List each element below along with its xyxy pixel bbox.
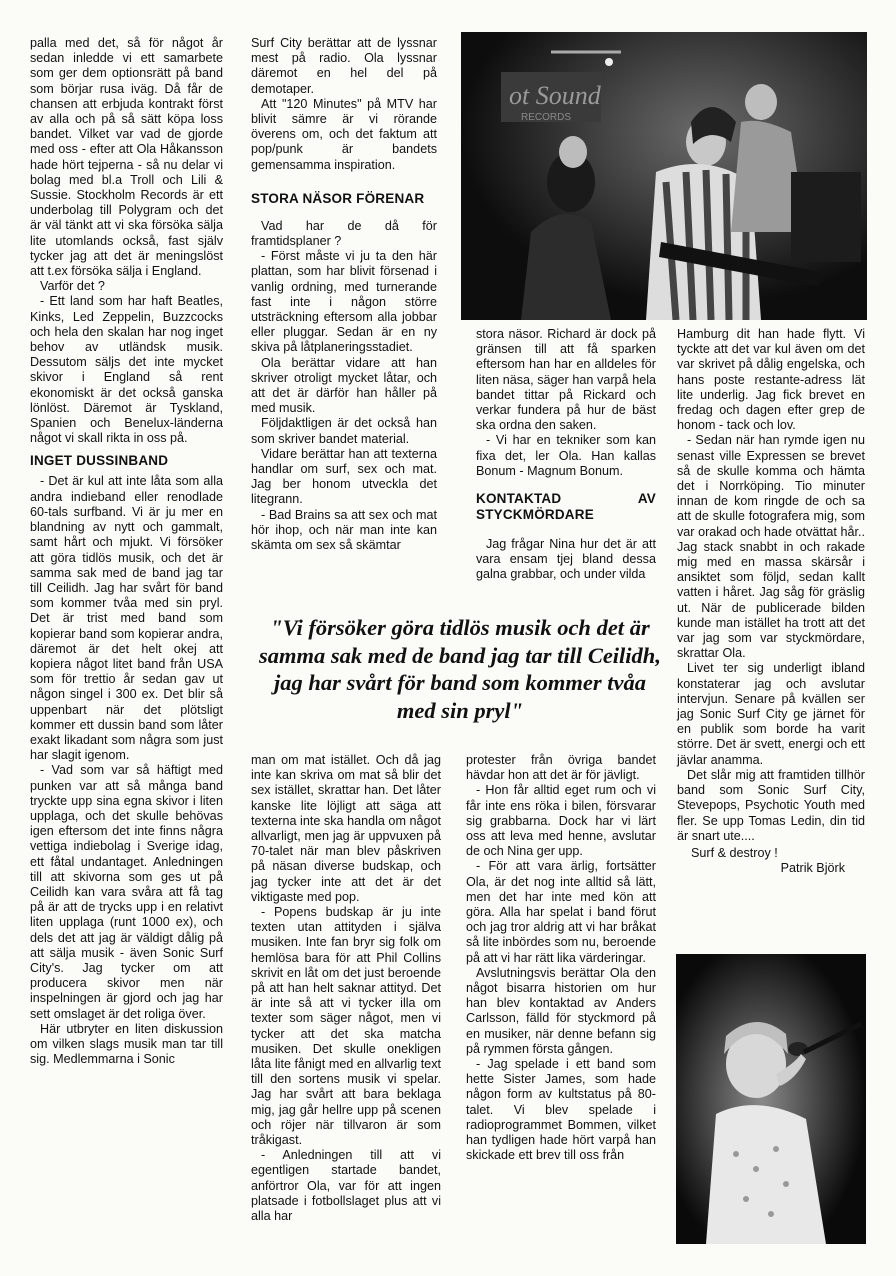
paragraph: protester från övriga bandet hävdar hon att det är för jävligt. <box>466 753 656 783</box>
paragraph: - Vi har en tekniker som kan fixa det, ler Ola. Han kallas Bonum - Magnum Bonum. <box>476 433 656 478</box>
paragraph: - Ett land som har haft Beatles, Kinks, Led Zeppelin, Buzzcocks och hela den skalan har nog inget behov av utländsk musik. Dessutom säljs det inte mycket skivor i England så rent ekonomiskt är det också ganska lönlöst. Däremot är Tyskland, Spanien och Benelux-länderna något vi skall rikta in oss på. <box>30 294 223 446</box>
paragraph: Varför det ? <box>40 279 105 294</box>
band-on-stage-image <box>461 32 867 320</box>
article-column-2-top <box>251 36 437 553</box>
svg-text:RECORDS: RECORDS <box>521 112 572 123</box>
paragraph: Avslutningsvis berättar Ola den något bisarra historien om hur han blev kontaktad av Anders Carlsson, fälld för styckmord på en musiker, när denne befann sig på rymmen första gången. <box>466 965 656 1056</box>
pull-quote: "Vi försöker göra tidlös musik och det är samma sak med de band jag tar till Ceilidh, jag har svårt för band som kommer tvåa med sin pryl" <box>259 615 661 723</box>
paragraph: Att "120 Minutes" på MTV har blivit sämre är vi rörande överens om, och det faktum att pop/punk är bandets gemensamma inspiration. <box>251 96 437 172</box>
paragraph: - Det är kul att inte låta som alla andra indieband eller renodlade 60-tals surfband. Vi är ju mer en blandning av nytt och gammalt, samt hårt och mjukt. Vi försöker att göra tidlös musik, och det är samma sak med de band jag tar till Ceilidh. Jag har svårt för band som kommer tvåa med sin pryl. Det är trist med band som kopierar band som kopierar andra, däremot är det helt okej att kopiera något litet band från USA som för trettio år sedan gav ut någon singel i 300 ex. Det blir så uppenbart när det plötsligt kommer ett dussin band som låter exakt likadant som några som just har slagit igenom. <box>30 474 223 763</box>
paragraph: Vad har de då för framtidsplaner ? <box>251 218 437 249</box>
article-column-3-bottom <box>466 753 656 1163</box>
section-heading: INGET DUSSINBAND <box>30 453 169 469</box>
singer-photo <box>676 954 866 1244</box>
article-column-3-top <box>476 327 656 583</box>
sign-off: Surf & destroy ! <box>691 845 778 860</box>
article-column-1 <box>30 36 223 1067</box>
paragraph: Jag frågar Nina hur det är att vara ensam tjej bland dessa galna grabbar, och under vilda <box>476 537 656 582</box>
paragraph: - Först måste vi ju ta den här plattan, som har blivit försenad i vanlig ordning, med turnerande fast inte i någon större utsträckning eftersom alla jobbar eller pluggar. Sedan är en ny skiva på låtplaneringsstadiet. <box>251 249 437 355</box>
paragraph: - Hon får alltid eget rum och vi får inte ens röka i bilen, försvarar sig grabbarna. Dock har vi lärt oss att leva med henne, avslutar de och Nina ger upp. <box>466 783 656 859</box>
paragraph: Hamburg dit han hade flytt. Vi tyckte att det var kul även om det var skrivet på dålig engelska, och hans poste restante-adress lät lite underlig. Jag fick brevet en fredag och dagen efter grep de honom - tack och lov. <box>677 327 865 433</box>
paragraph: - Popens budskap är ju inte texten utan attityden i själva musiken. Inte fan bryr sig folk om hemlösa bara för att Phil Collins skrivit en låt om det just beroende på att han helt saknar attityd. Det är inte så att vi tycker illa om texter som säger något, men vi tycker att det ska matcha musiken. Det skulle onekligen låta lite fånigt med en allvarlig text till den sortens musik vi spelar. Jag har svårt att bara beklaga mig, jag går hellre upp på scenen och röjer när tillvaron är som tråkigast. <box>251 905 441 1148</box>
paragraph: Här utbryter en liten diskussion om vilken slags musik man tar till sig. Medlemmarna i Sonic <box>30 1021 223 1067</box>
paragraph: Ola berättar vidare att han skriver otroligt mycket låtar, och att det är därför han håller på med musik. <box>251 355 437 416</box>
section-heading: KONTAKTAD AV STYCKMÖRDARE <box>476 491 656 523</box>
paragraph: - Anledningen till att vi egentligen startade bandet, anförtror Ola, var för att ingen platsade i fotbollslaget plus att vi alla har <box>251 1148 441 1224</box>
paragraph: - För att vara ärlig, fortsätter Ola, är det nog inte alltid så lätt, men det har inte med kön att göra. Alla har spelat i band förut och jag tror aldrig att vi har bråkat så lite inbördes som nu, beroende på att vi har rätt lika värderingar. <box>466 859 656 965</box>
singer-at-microphone-image <box>676 954 866 1244</box>
paragraph: - Jag spelade i ett band som hette Sister James, som hade någon form av kultstatus på 80-talet. Vi blev spelade i radioprogrammet Bommen, vilket han tydligen hade hört varpå han skickade ett brev till oss från <box>466 1057 656 1163</box>
section-heading: STORA NÄSOR FÖRENAR <box>251 190 425 206</box>
article-column-4-top <box>677 327 865 876</box>
paragraph: Det slår mig att framtiden tillhör band som Sonic Surf City, Stevepops, Psychotic Youth med fler. Se upp Tomas Ledin, din tid är snart ute.... <box>677 767 865 843</box>
paragraph: Surf City berättar att de lyssnar mest på radio. Ola lyssnar däremot en hel del på demotaper. <box>251 36 437 96</box>
paragraph: Följdaktligen är det också han som skriver bandet material. <box>251 416 437 446</box>
paragraph: stora näsor. Richard är dock på gränsen till att få sparken eftersom han har en alldeles för liten näsa, säger han varpå hela bandet tittar på Rickard och verkar fundera på hur de bäst ska ordna den saken. <box>476 327 656 433</box>
paragraph: man om mat istället. Och då jag inte kan skriva om mat så blir det sex istället, skrattar han. Det låter kanske lite löjligt att säga att texterna inte ska handla om något allvarligt, men jag är uppvuxen på 70-talet när man blev påskriven på näsan diverse budskap, och jag tycker inte att det är det viktigaste med pop. <box>251 753 441 904</box>
paragraph: - Sedan när han rymde igen nu senast ville Expressen se brevet så de skulle komma och hämta det i Norrköping. Tio minuter innan de kom ringde de och sa att de skulle fotografera mig, som var orakad och hade otvättat hår.. Jag stack snabbt in och rakade mig med en massa skärsår i ansiktet som följd, sedan kallt vatten i håret. Jag såg för gräslig ut. När de publicerade bilden kunde man istället ha trott att det var jag som var styckmördare, skrattar Ola. <box>677 433 865 661</box>
paragraph: palla med det, så för något år sedan inledde vi ett samarbete som ger dem optionsrätt på band som börjar rusa iväg. Då får de chansen att erbjuda kontrakt först av alla och på så sätt köpa loss bandet. Vilket var vad de gjorde med oss - efter att Ola Håkansson hade hört tejperna - så nu delar vi bolag med bl.a Troll och Lili & Sussie. Stockholm Records är ett underbolag till Polygram och det är väl tänkt att vi ska försöka sälja lite utomlands också, fast själv tycker jag att det är meningslöst att t.ex försöka sälja i England. <box>30 36 223 279</box>
paragraph: Livet ter sig underligt ibland konstaterar jag och avslutar intervjun. Senare på kvällen ser jag Sonic Surf City ge järnet för en publik som borde ha varit större. Det är svett, energi och ett jävlar anamma. <box>677 661 865 767</box>
byline: Patrik Björk <box>780 861 845 876</box>
paragraph: - Bad Brains sa att sex och mat hör ihop, och när man inte kan skämta om sex så skämtar <box>251 507 437 553</box>
paragraph: - Vad som var så häftigt med punken var att så många band tryckte upp sina egna skivor i liten upplaga, och det skulle behövas igen eftersom det inte finns några vettiga indiebolag i Sverige idag, ett fåtal undantaget. Anledningen till att skivorna som ges ut på Ceilidh kan vara svåra att få tag på är att de trycks upp i en relativt liten upplaga (runt 1000 ex), och dels det att jag är väldigt dålig på att sälja musik - även Sonic Surf City's. Jag tycker om att producera skivor men när inspelningen är gjord och jag har sett omslaget är det roliga över. <box>30 763 223 1021</box>
article-column-2-bottom <box>251 753 441 1224</box>
band-photo <box>461 32 867 320</box>
paragraph: Vidare berättar han att texterna handlar om surf, sex och mat. Jag ber honom utveckla det litegrann. <box>251 446 437 507</box>
svg-text:ot Sound: ot Sound <box>509 81 601 110</box>
